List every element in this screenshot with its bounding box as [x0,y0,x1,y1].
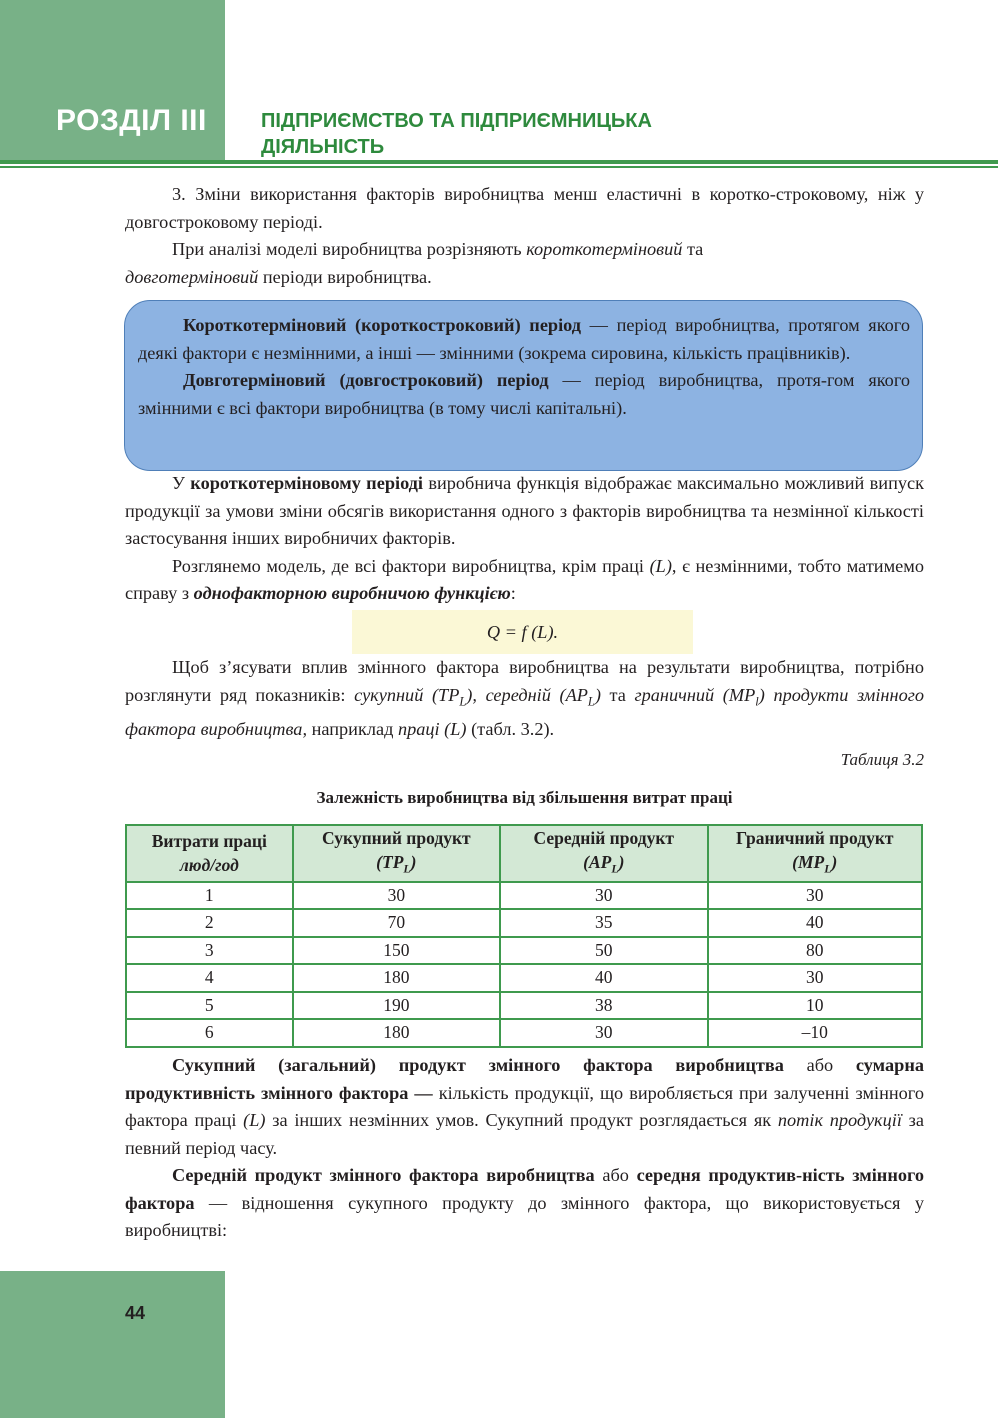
page-number: 44 [125,1303,146,1323]
section-title-line1: ПІДПРИЄМСТВО ТА ПІДПРИЄМНИЦЬКА [261,110,652,132]
cell-average: 40 [500,964,707,992]
cell-average: 35 [500,909,707,937]
cell-total: 30 [293,882,500,910]
cell-marginal: –10 [708,1019,923,1047]
header-total-product: Сукупний продукт $(TP_L)$ [293,825,500,882]
cell-labor: 6 [126,1019,293,1047]
definition-short-term: Короткотерміновий (короткостроковий) період — період виробництва, протягом якого деякі фактори є незмінними, а інші — змінними (зокрема сировина, кількість працівників). [138,315,910,363]
cell-labor: 4 [126,964,293,992]
section-label: РОЗДІЛ ІІІ [56,104,207,137]
intro-text [125,181,924,291]
cell-average: 30 [500,1019,707,1047]
table-number: Таблиця 3.2 [840,750,924,769]
cell-marginal: 40 [708,909,923,937]
section-title [261,108,861,160]
body-text-2 [125,654,924,743]
cell-labor: 1 [126,882,293,910]
table-row [126,882,922,910]
body-text-3 [125,1052,924,1245]
header-marginal-product: Граничний продукт $(MP_L)$ [708,825,923,882]
sidebar-top-band [0,0,225,163]
intro-term-short: короткотерміновий [526,239,683,259]
definition-short-term-term: Короткотерміновий (короткостроковий) період [183,315,582,335]
body-paragraph-model: Розглянемо модель, де всі фактори виробництва, крім праці (L), є незмінними, тобто матимемо справу з однофакторною виробничою функцією: [125,555,924,603]
cell-total: 180 [293,964,500,992]
table-row [126,909,922,937]
table-row [126,1019,922,1047]
table-header-row [126,825,922,882]
cell-marginal: 10 [708,992,923,1020]
table-row [126,937,922,965]
header-rule-secondary [0,166,998,168]
definition-box [124,300,923,471]
cell-labor: 2 [126,909,293,937]
cell-average: 30 [500,882,707,910]
cell-labor: 3 [126,937,293,965]
cell-total: 180 [293,1019,500,1047]
body-text-1 [125,470,924,608]
labor-production-table [125,824,923,1048]
definition-long-term-term: Довготерміновий (довгостроковий) період [183,370,549,390]
cell-average: 50 [500,937,707,965]
body-paragraph-short-term: У короткотерміновому періоді виробнича функція відображає максимально можливий випуск продукції за умови зміни обсягів використання одного з факторів виробництва та незмінної кількості застосування інших виробничих факторів. [125,473,925,548]
cell-average: 38 [500,992,707,1020]
intro-paragraph-2-cont: довготерміновий періоди виробництва. [125,266,432,287]
production-function-formula: Q = f (L). [352,610,693,654]
table-row [126,964,922,992]
definition-long-term: Довготерміновий (довгостроковий) період — період виробництва, протя-гом якого змінними є всі фактори виробництва (в тому числі капітальні). [138,370,910,418]
intro-term-long: довготерміновий [125,266,259,287]
intro-paragraph-2: При аналізі моделі виробництва розрізняють короткотерміновий та [172,239,704,259]
header-rule [0,160,998,164]
cell-total: 190 [293,992,500,1020]
body-paragraph-average-product: Середній продукт змінного фактора виробництва або середня продуктив-ність змінного фактора — відношення сукупного продукту до змінного фактора, що використовується у виробництві: [125,1165,925,1240]
sidebar-bottom-band [0,1271,225,1418]
table-row [126,992,922,1020]
cell-total: 70 [293,909,500,937]
header-labor: Витрати праці люд/год [126,825,293,882]
cell-marginal: 30 [708,882,923,910]
cell-marginal: 80 [708,937,923,965]
header-average-product: Середній продукт $(AP_L)$ [500,825,707,882]
body-paragraph-indicators: Щоб з’ясувати вплив змінного фактора виробництва на результати виробництва, потрібно розглянути ряд показників: сукупний $(TP_L)$, середній $(AP_L)$ та граничний $(MP_l)$ продукти змінного фактора виробництва, наприклад праці (L) (табл. 3.2). [125,657,924,739]
section-title-line2: ДІЯЛЬНІСТЬ [261,136,385,158]
body-paragraph-total-product: Сукупний (загальний) продукт змінного фактора виробництва або сумарна продуктивність змінного фактора — кількість продукції, що виробляється при залученні змінного фактора праці (L) за інших незмінних умов. Сукупний продукт розглядається як потік продукції за певний період часу. [125,1055,925,1158]
intro-paragraph-1: 3. Зміни використання факторів виробництва менш еластичні в коротко-строковому, ніж у довгостроковому періоді. [125,184,924,232]
table-caption: Залежність виробництва від збільшення витрат праці [316,788,733,807]
cell-marginal: 30 [708,964,923,992]
cell-labor: 5 [126,992,293,1020]
cell-total: 150 [293,937,500,965]
